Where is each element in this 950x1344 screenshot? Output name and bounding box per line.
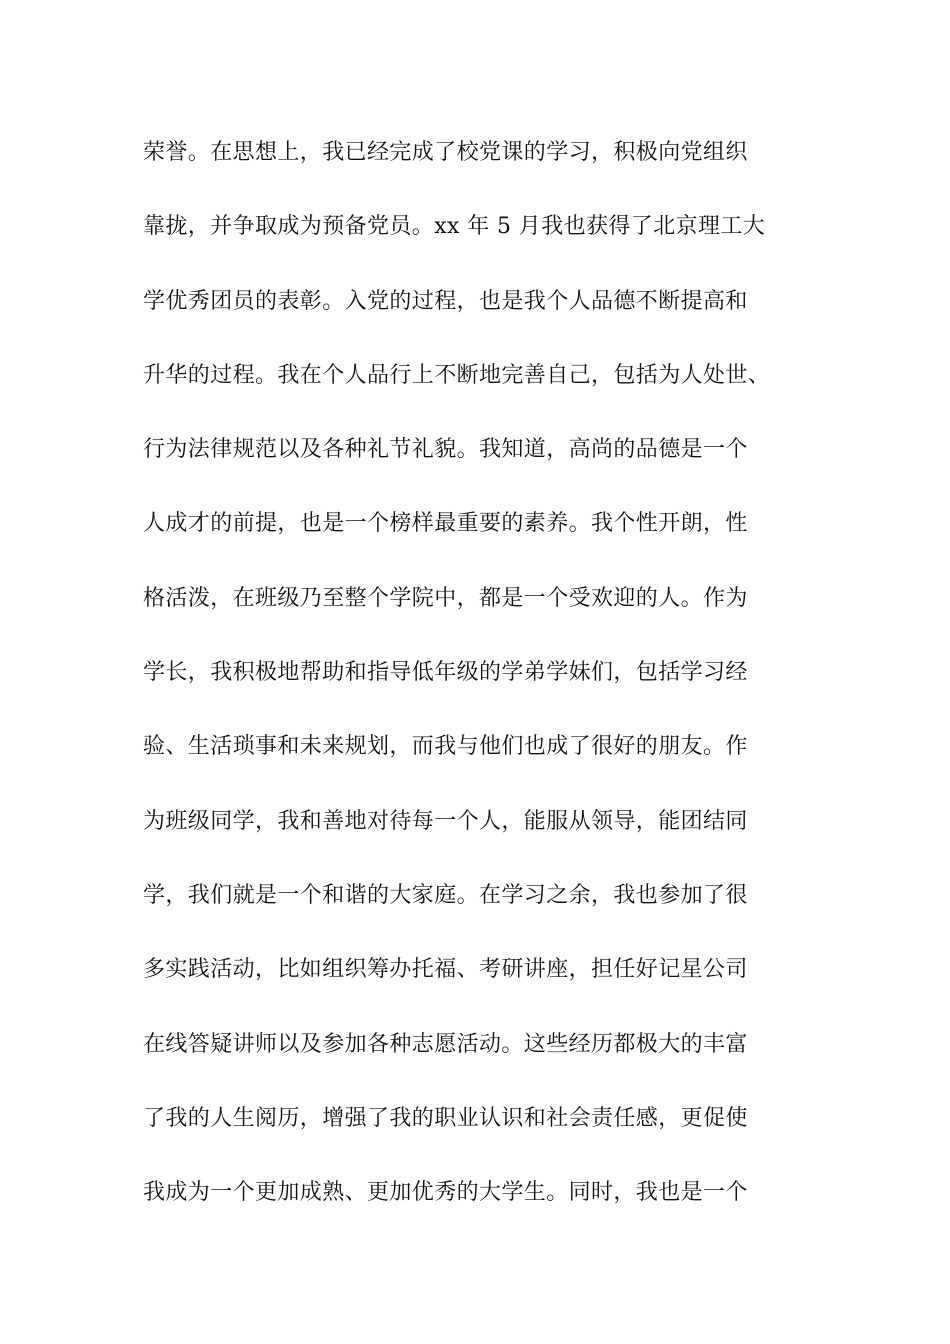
text-line: 学长，我积极地帮助和指导低年级的学弟学妹们，包括学习经 [143,660,748,686]
text-line: 靠拢，并争取成为预备党员。xx 年 5 月我也获得了北京理工大 [143,214,766,240]
text-line: 荣誉。在思想上，我已经完成了校党课的学习，积极向党组织 [143,140,748,165]
text-line: 多实践活动，比如组织筹办托福、考研讲座，担任好记星公司 [143,957,748,983]
text-line: 升华的过程。我在个人品行上不断地完善自己，包括为人处世、 [143,362,771,388]
text-line: 了我的人生阅历，增强了我的职业认识和社会责任感，更促使 [143,1105,748,1131]
text-line: 验、生活琐事和未来规划，而我与他们也成了很好的朋友。作 [143,734,748,760]
body-text [143,133,843,1247]
text-line: 为班级同学，我和善地对待每一个人，能服从领导，能团结同 [143,808,748,834]
text-line: 学，我们就是一个和谐的大家庭。在学习之余，我也参加了很 [143,882,748,908]
text-line: 人成才的前提，也是一个榜样最重要的素养。我个性开朗，性 [143,511,748,537]
text-line: 格活泼，在班级乃至整个学院中，都是一个受欢迎的人。作为 [143,585,748,611]
text-line: 在线答疑讲师以及参加各种志愿活动。这些经历都极大的丰富 [143,1031,748,1057]
text-line: 学优秀团员的表彰。入党的过程，也是我个人品德不断提高和 [143,288,748,314]
text-line: 我成为一个更加成熟、更加优秀的大学生。同时，我也是一个 [143,1180,748,1206]
text-line: 行为法律规范以及各种礼节礼貌。我知道，高尚的品德是一个 [143,437,748,463]
